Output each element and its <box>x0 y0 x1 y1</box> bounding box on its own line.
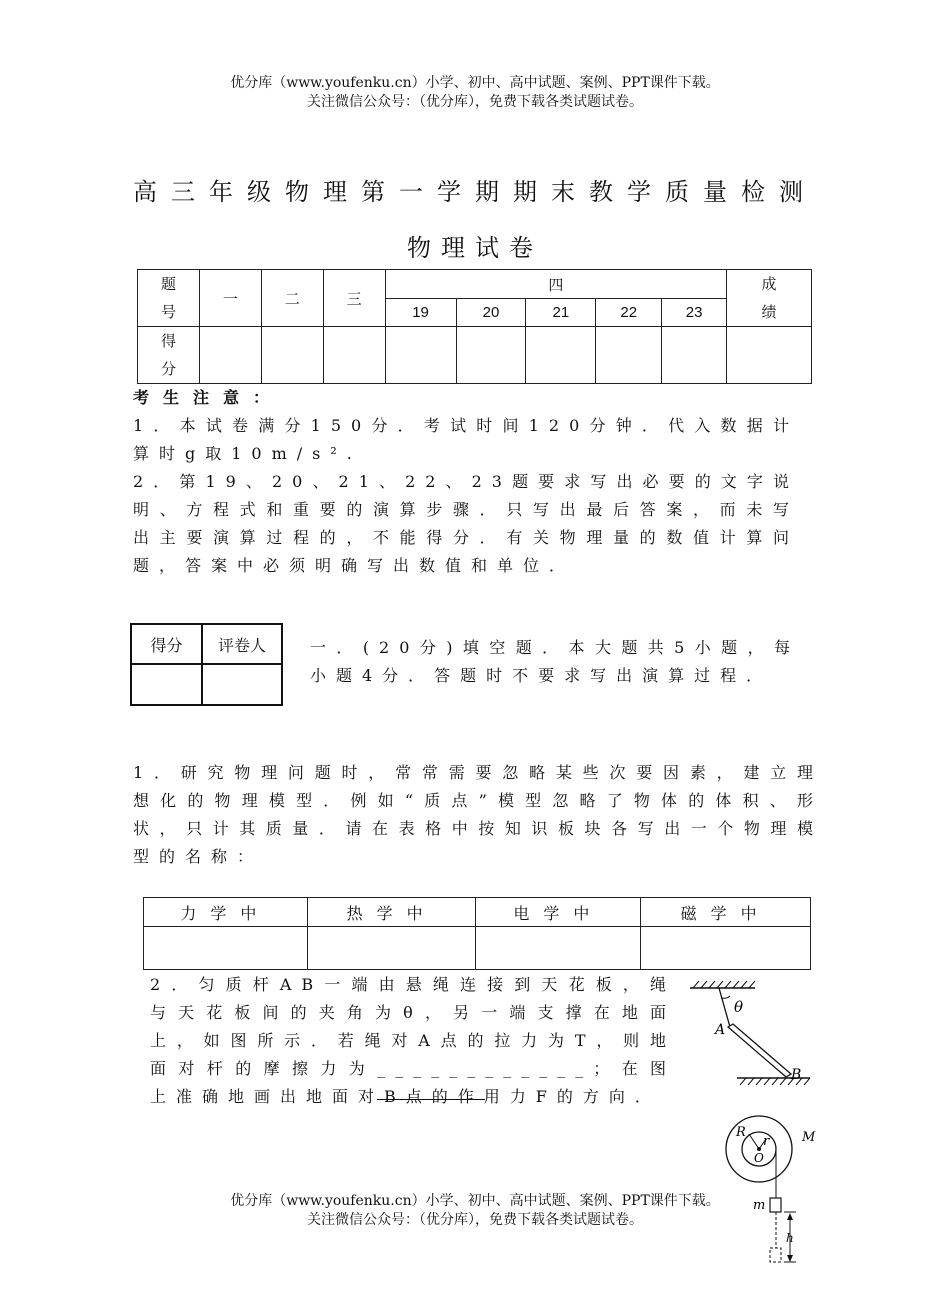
fig2-label-h: h <box>786 1231 794 1245</box>
score-table-q19: 19 <box>385 299 456 327</box>
score-table-q23: 23 <box>662 299 727 327</box>
model-answer-cell[interactable] <box>144 927 308 970</box>
score-cell[interactable] <box>727 327 812 384</box>
fig1-label-b: B <box>791 1067 802 1083</box>
score-table-group: 四 <box>385 270 726 299</box>
fig2-label-m-small: m <box>753 1198 766 1213</box>
model-answer-cell[interactable] <box>307 927 476 970</box>
score-table-col-label-text: 题号 <box>160 275 176 321</box>
score-table-total-text: 成绩 <box>761 275 777 321</box>
score-cell[interactable] <box>385 327 456 384</box>
question-1-text: 1．研究物理问题时，常常需要忽略某些次要因素，建立理想化的物理模型．例如“质点”模型忽略了物体的体积、形状，只计其质量．请在表格中按知识板块各写出一个物理模型的名称： <box>133 763 823 866</box>
notice-item-2: 2．第19、20、21、22、23题要求写出必要的文字说明、方程式和重要的演算步骤．只写出最后答案，而未写出主要演算过程的，不能得分．有关物理量的数值计算问题，答案中必须明确写出数值和单位． <box>133 472 799 575</box>
watermark-top-line1: 优分库（www.youfenku.cn）小学、初中、高中试题、案例、PPT课件下载。 <box>230 75 720 91</box>
grader-reviewer-label: 评卷人 <box>202 624 282 664</box>
model-answer-cell[interactable] <box>476 927 641 970</box>
score-table-total <box>727 270 812 327</box>
section-1-header: 一．(20分)填空题．本大题共5小题，每小题4分．答题时不要求写出演算过程． <box>310 638 800 685</box>
grader-score-cell[interactable] <box>131 664 202 705</box>
rod-ab <box>728 1024 791 1077</box>
notice-item-1: 1．本试卷满分150分．考试时间120分钟．代入数据计算时g取10m/s². <box>133 416 799 463</box>
score-table-q20: 20 <box>456 299 526 327</box>
score-cell[interactable] <box>323 327 385 384</box>
score-table-row-label <box>138 327 200 384</box>
score-table <box>137 269 812 384</box>
score-cell[interactable] <box>662 327 727 384</box>
score-cell[interactable] <box>596 327 662 384</box>
score-cell[interactable] <box>261 327 323 384</box>
score-table-section-2: 二 <box>261 270 323 327</box>
model-table-header-magnetic: 磁学中 <box>641 898 811 927</box>
page-subtitle: 物理试卷 <box>407 234 543 262</box>
model-table-header-mechanics: 力学中 <box>144 898 308 927</box>
fig1-label-a: A <box>715 1022 726 1038</box>
score-table-q21: 21 <box>526 299 596 327</box>
watermark-top-line2: 关注微信公众号：（优分库），免费下载各类试题试卷。 <box>307 94 643 110</box>
notice-heading: 考生注意： <box>133 388 284 407</box>
grader-reviewer-cell[interactable] <box>202 664 282 705</box>
fig2-label-r-big: R <box>736 1125 746 1140</box>
fig2-label-r-small: r <box>763 1134 770 1149</box>
score-cell[interactable] <box>526 327 596 384</box>
score-table-section-3: 三 <box>323 270 385 327</box>
grader-score-label: 得分 <box>131 624 202 664</box>
fig1-theta-label: θ <box>734 998 744 1016</box>
model-table <box>143 897 811 970</box>
score-cell[interactable] <box>456 327 526 384</box>
mass-final-position <box>770 1248 781 1262</box>
score-table-section-1: 一 <box>199 270 261 327</box>
watermark-bottom-line2: 关注微信公众号：（优分库），免费下载各类试题试卷。 <box>307 1212 643 1228</box>
page-title: 高三年级物理第一学期期末教学质量检测 <box>133 178 817 206</box>
model-table-header-electric: 电学中 <box>476 898 641 927</box>
question-2-text: 2．匀质杆AB一端由悬绳连接到天花板，绳与天花板间的夹角为θ，另一端支撑在地面上，如图所示．若绳对A点的拉力为T，则地面对杆的摩擦力为____________；在图上准确地画出地面对B点的作用力F的方向． <box>150 975 676 1106</box>
watermark-bottom-line1: 优分库（www.youfenku.cn）小学、初中、高中试题、案例、PPT课件下载。 <box>230 1193 720 1209</box>
notice-section <box>133 384 799 580</box>
model-table-header-thermal: 热学中 <box>307 898 476 927</box>
score-table-q22: 22 <box>596 299 662 327</box>
fig2-label-m-big: M <box>802 1130 816 1145</box>
score-cell[interactable] <box>199 327 261 384</box>
grader-box <box>130 623 283 706</box>
score-table-row-label-text: 得分 <box>160 332 176 378</box>
figure-rod-diagram <box>685 978 815 1090</box>
score-table-col-label <box>138 270 200 327</box>
fig2-label-o: O <box>754 1151 764 1165</box>
model-answer-cell[interactable] <box>641 927 811 970</box>
answer-blank[interactable] <box>377 1081 485 1104</box>
